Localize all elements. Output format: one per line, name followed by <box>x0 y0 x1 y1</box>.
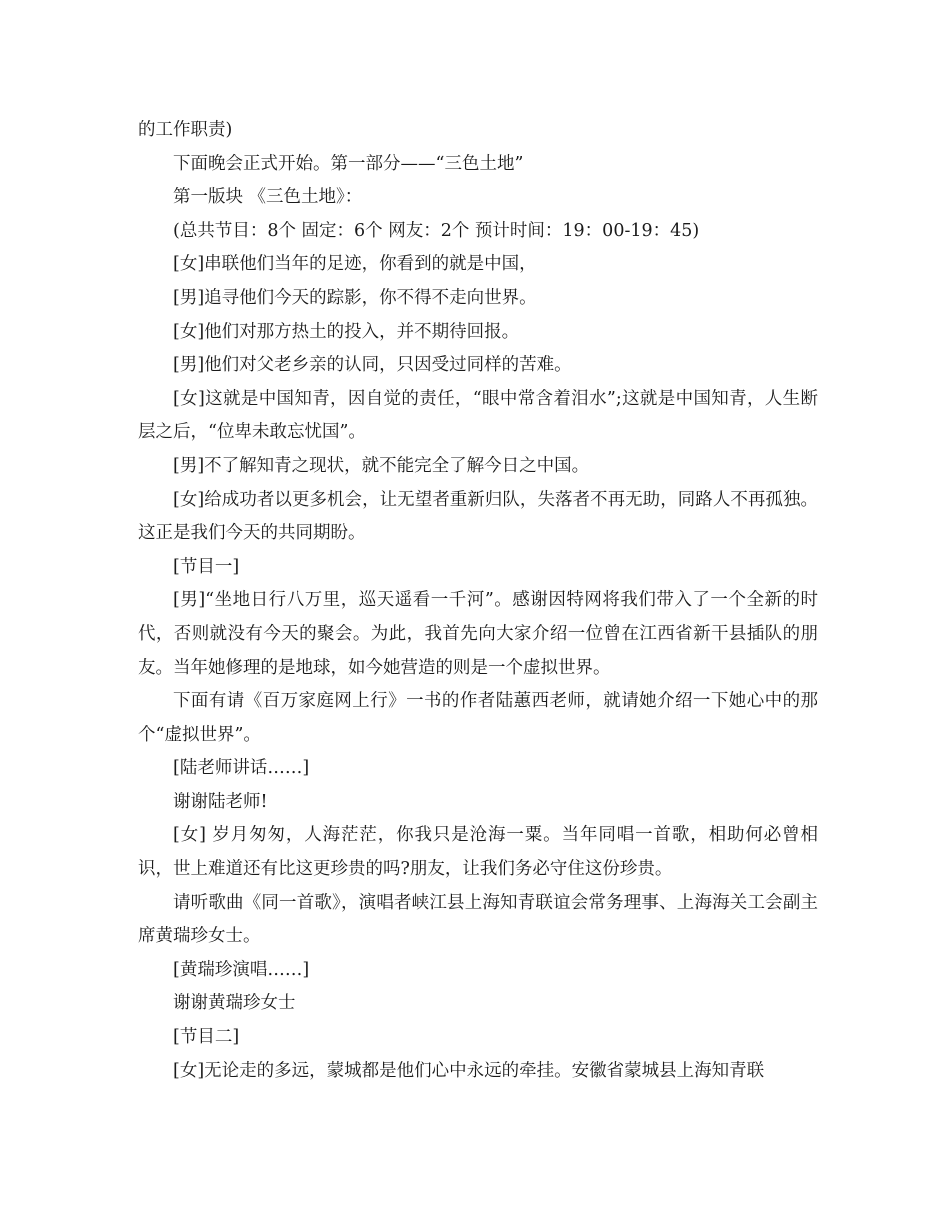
paragraph: [女]他们对那方热土的投入，并不期待回报。 <box>173 321 520 342</box>
paragraph: 谢谢黄瑞珍女士 <box>173 993 296 1014</box>
program-heading: [节目二] <box>173 1027 240 1048</box>
stage-direction: [陆老师讲话……] <box>173 758 310 779</box>
paragraph: [女]这就是中国知青，因自觉的责任，“眼中常含着泪水”;这就是中国知青，人生断层之后，“位卑未敢忘忧国”。 <box>138 388 818 443</box>
paragraph: 第一版块 《三色土地》： <box>173 187 363 208</box>
stage-direction: [黄瑞珍演唱……] <box>173 959 310 980</box>
paragraph: [女]无论走的多远，蒙城都是他们心中永远的牵挂。安徽省蒙城县上海知青联 <box>173 1060 765 1081</box>
paragraph: 下面晚会正式开始。第一部分——“三色土地” <box>173 153 524 174</box>
paragraph: [男]追寻他们今天的踪影，你不得不走向世界。 <box>173 287 537 308</box>
paragraph: 下面有请《百万家庭网上行》一书的作者陆蕙西老师，就请她介绍一下她心中的那个“虚拟世界”。 <box>138 691 818 745</box>
paragraph: [女]串联他们当年的足迹，你看到的就是中国， <box>173 254 537 275</box>
document-page <box>138 114 818 1088</box>
paragraph: (总共节目：8个 固定：6个 网友：2个 预计时间：19：00-19：45) <box>173 220 700 241</box>
paragraph: 的工作职责) <box>138 120 233 140</box>
paragraph: [男]他们对父老乡亲的认同，只因受过同样的苦难。 <box>173 355 572 376</box>
paragraph: [男]“坐地日行八万里，巡天遥看一千河”。感谢因特网将我们带入了一个全新的时代，否则就没有今天的聚会。为此，我首先向大家介绍一位曾在江西省新干县插队的朋友。当年她修理的是地球，如今她营造的则是一个虚拟世界。 <box>138 590 818 678</box>
paragraph: [女]给成功者以更多机会，让无望者重新归队，失落者不再无助，同路人不再孤独。这正是我们今天的共同期盼。 <box>138 489 818 544</box>
paragraph: 谢谢陆老师! <box>173 791 268 812</box>
paragraph: [男]不了解知青之现状，就不能完全了解今日之中国。 <box>173 455 590 476</box>
program-heading: [节目一] <box>173 556 240 577</box>
paragraph: 请听歌曲《同一首歌》，演唱者峡江县上海知青联谊会常务理事、上海海关工会副主席黄瑞珍女士。 <box>138 892 818 947</box>
paragraph: [女] 岁月匆匆，人海茫茫，你我只是沧海一粟。当年同唱一首歌，相助何必曾相识，世上难道还有比这更珍贵的吗?朋友，让我们务必守住这份珍贵。 <box>138 825 818 880</box>
